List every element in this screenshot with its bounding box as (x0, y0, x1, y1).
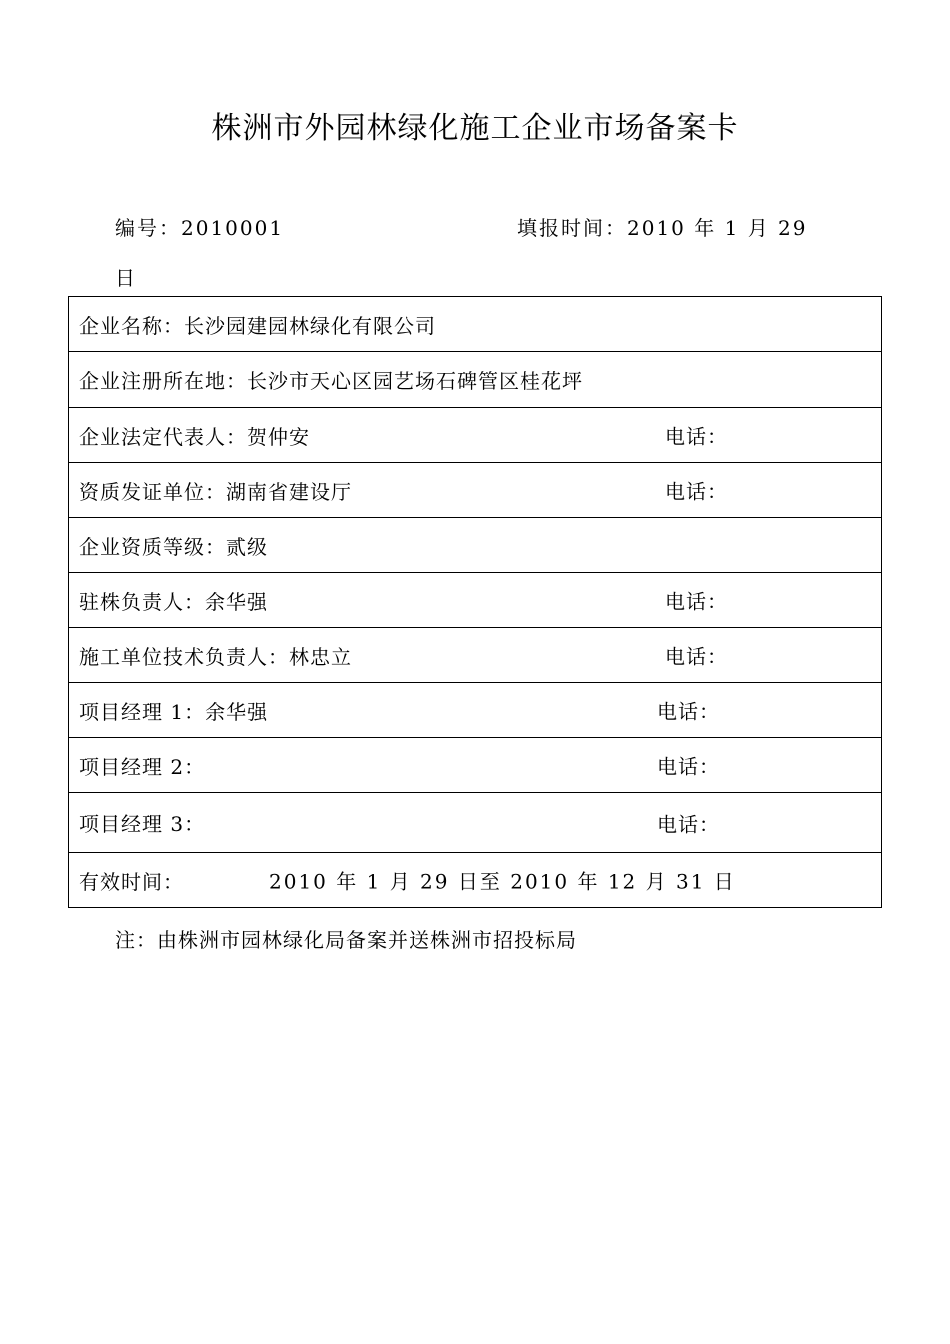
table-row (69, 352, 882, 408)
footnote: 注：由株洲市园林绿化局备案并送株洲市招投标局 (115, 928, 577, 952)
certificate-issuer: 资质发证单位：湖南省建设厅 (79, 479, 352, 504)
qualification-grade: 企业资质等级：贰级 (79, 534, 268, 559)
registered-address: 企业注册所在地：长沙市天心区园艺场石碑管区桂花坪 (79, 369, 583, 393)
validity-label: 有效时间： (79, 869, 184, 894)
project-manager-1: 项目经理 1：余华强 (79, 699, 269, 724)
table-row (69, 853, 882, 908)
table-row (69, 628, 882, 683)
legal-representative: 企业法定代表人：贺仲安 (79, 424, 310, 449)
record-number: 编号：2010001 (115, 216, 285, 240)
fill-date: 填报时间：2010 年 1 月 29 (517, 216, 808, 240)
project-manager-2: 项目经理 2： (79, 754, 206, 779)
table-row (69, 573, 882, 628)
validity-period: 2010 年 1 月 29 日至 2010 年 12 月 31 日 (269, 869, 736, 894)
project-manager-3: 项目经理 3： (79, 812, 206, 836)
legal-representative-phone: 电话： (665, 424, 728, 449)
table-row (69, 683, 882, 738)
table-row (69, 738, 882, 793)
table-row (69, 518, 882, 573)
project-manager-3-phone: 电话： (657, 812, 720, 836)
page-title: 株洲市外园林绿化施工企业市场备案卡 (211, 111, 739, 146)
table-row (69, 297, 882, 352)
registration-card-table (68, 296, 882, 908)
fill-date-tail: 日 (115, 266, 137, 290)
table-row (69, 408, 882, 463)
project-manager-2-phone: 电话： (657, 754, 720, 779)
local-manager-phone: 电话： (665, 589, 728, 614)
certificate-issuer-phone: 电话： (665, 479, 728, 504)
table-row (69, 463, 882, 518)
technical-lead: 施工单位技术负责人：林忠立 (79, 644, 352, 669)
local-manager: 驻株负责人：余华强 (79, 589, 268, 614)
project-manager-1-phone: 电话： (657, 699, 720, 724)
technical-lead-phone: 电话： (665, 644, 728, 669)
table-row (69, 793, 882, 853)
company-name: 企业名称：长沙园建园林绿化有限公司 (79, 313, 436, 338)
